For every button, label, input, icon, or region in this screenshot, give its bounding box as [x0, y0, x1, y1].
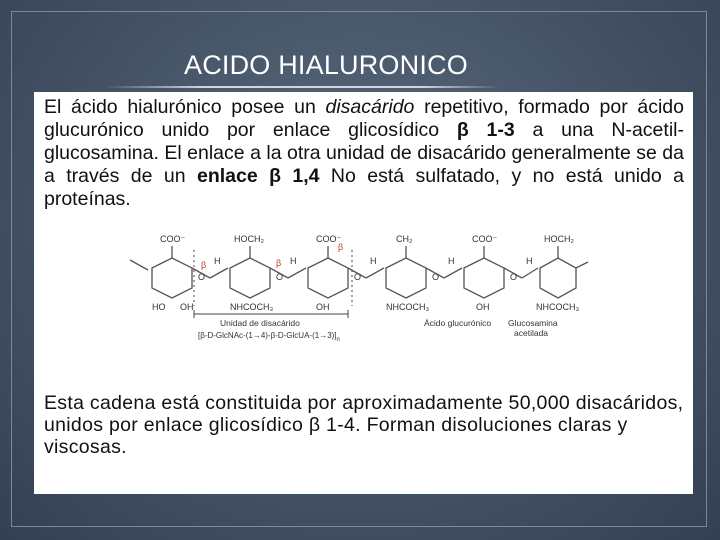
intro-bond-b14: enlace β 1,4 — [196, 165, 320, 187]
hoch2-label-2: HOCH₂ — [544, 234, 574, 244]
oxygen-link-1: O — [198, 272, 206, 282]
beta-marker-3: β — [338, 242, 344, 252]
intro-text-3: a una N-acetil-glucosamina. El enlace a la otra unidad de disacárido generalmente se da a través de un — [44, 119, 684, 187]
glucosamine-caption-line2: acetilada — [514, 328, 549, 338]
h-label-5: H — [526, 256, 533, 266]
coo-label-2: COO⁻ — [316, 234, 342, 244]
beta-markers — [201, 242, 343, 270]
unit-formula-subscript: n — [336, 337, 340, 343]
intro-term-disaccharide: disacárido — [325, 96, 415, 118]
coo-label-1: COO⁻ — [160, 234, 186, 244]
intro-text-2: repetitivo, formado por ácido glucurónico unido por enlace glicosídico — [44, 96, 684, 141]
oh-label-2: OH — [316, 302, 330, 312]
nhcoch3-label-2: NHCOCH₃ — [386, 302, 430, 312]
oh-label-1: OH — [180, 302, 194, 312]
diagram-captions — [198, 318, 558, 343]
unit-caption: Unidad de disacárido — [220, 318, 300, 328]
substituent-labels — [152, 234, 579, 312]
ch2-label: CH₂ — [396, 234, 413, 244]
oxygen-link-3: O — [354, 272, 362, 282]
h-label-1: H — [214, 256, 221, 266]
unit-formula-text: [β-D-GlcNAc-(1→4)-β-D-GlcUA-(1→3)] — [198, 331, 337, 340]
h-label-4: H — [448, 256, 455, 266]
oxygen-link-5: O — [510, 272, 518, 282]
h-label-2: H — [290, 256, 297, 266]
intro-paragraph — [44, 96, 684, 211]
nhcoch3-label-3: NHCOCH₃ — [536, 302, 580, 312]
title-underline — [104, 86, 500, 88]
intro-text-4: No está sulfatado, y no está unido a proteínas. — [44, 165, 684, 210]
oh-label-3: OH — [476, 302, 490, 312]
intro-bond-b13: β 1-3 — [456, 119, 515, 141]
glucuronic-acid-caption: Ácido glucurónico — [424, 318, 492, 328]
hyaluronic-acid-structure-diagram — [90, 228, 590, 350]
hoch2-label-1: HOCH₂ — [234, 234, 264, 244]
oxygen-link-2: O — [276, 272, 284, 282]
beta-marker-2: β — [276, 258, 282, 268]
h-label-3: H — [370, 256, 377, 266]
ho-label: HO — [152, 302, 166, 312]
chain-paragraph: Esta cadena está constituida por aproximadamente 50,000 disacáridos, unidos por enlace glicosídico β 1-4. Forman disoluciones claras y viscosas. — [44, 392, 684, 458]
oxygen-link-4: O — [432, 272, 440, 282]
intro-text-1: El ácido hialurónico posee un — [44, 96, 326, 118]
slide-title: ACIDO HIALURONICO — [184, 50, 468, 80]
unit-formula — [198, 331, 340, 343]
coo-label-3: COO⁻ — [472, 234, 498, 244]
glucosamine-caption-line1: Glucosamina — [508, 318, 558, 328]
nhcoch3-label-1: NHCOCH₃ — [230, 302, 274, 312]
beta-marker-1: β — [201, 260, 207, 270]
